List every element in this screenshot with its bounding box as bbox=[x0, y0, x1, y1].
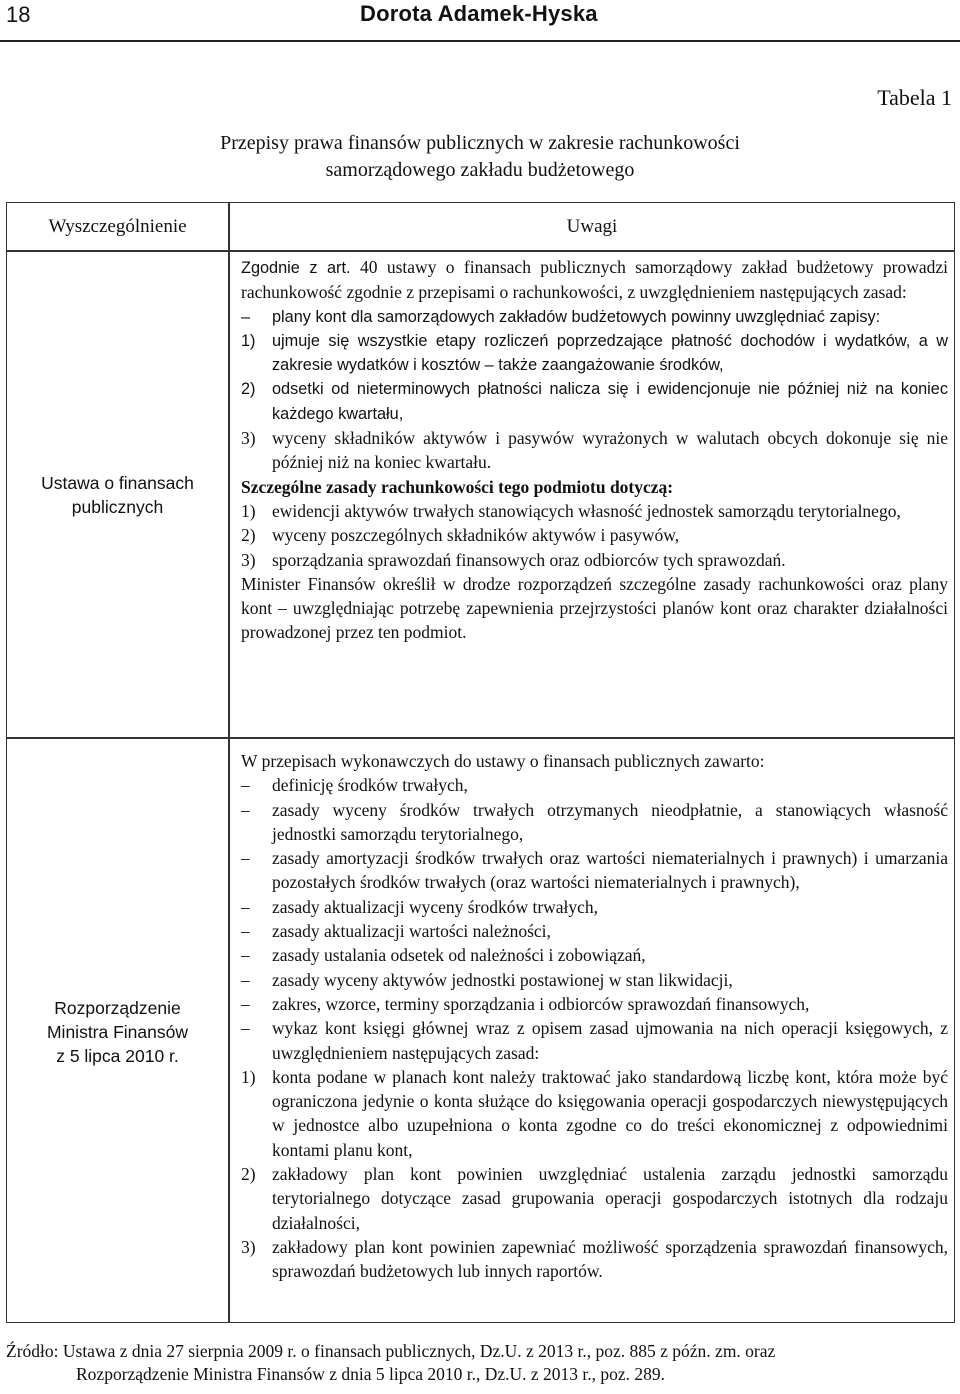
regulation-dash-item bbox=[241, 798, 948, 847]
special-item-1 bbox=[241, 499, 948, 523]
special-item-2 bbox=[241, 523, 948, 547]
row-label-regulation-text bbox=[47, 996, 188, 1068]
dash-marker: – bbox=[241, 969, 250, 990]
dash-text: definicję środków trwałych, bbox=[272, 775, 468, 796]
regulation-label-line2: Ministra Finansów bbox=[46, 1022, 189, 1042]
dash-text: zasady amortyzacji środków trwałych oraz wartości niematerialnych i prawnych) i umarzania pozostałych środków trwałych (oraz wartości niematerialnych i prawnych), bbox=[272, 848, 948, 893]
regulation-dash-item bbox=[241, 919, 948, 943]
item-text: zakładowy plan kont powinien zapewniać możliwość sporządzenia sprawozdań finansowych, sprawozdań budżetowych lub innych raportów. bbox=[272, 1236, 948, 1282]
regulation-dash-item bbox=[241, 943, 948, 967]
dash-text: zasady ustalania odsetek od należności i zobowiązań, bbox=[272, 945, 646, 966]
act-intro-b: 40 ustawy o finansach publicznych samorządowy zakład budżetowy prowadzi rachunkowość zgodnie z przepisami o rachunkowości, z uwzględnieniem następujących zasad: bbox=[241, 257, 948, 303]
act-intro-a: Zgodnie z art. bbox=[241, 259, 361, 277]
source-line1: Źródło: Ustawa z dnia 27 sierpnia 2009 r. o finansach publicznych, Dz.U. z 2013 r., poz. 885 z późn. zm. oraz bbox=[6, 1341, 776, 1361]
special-item-3 bbox=[241, 548, 948, 572]
item-text: ewidencji aktywów trwałych stanowiących własność jednostek samorządu terytorialnego, bbox=[272, 500, 901, 521]
regulation-item-2 bbox=[241, 1162, 948, 1235]
header-rule bbox=[0, 40, 960, 42]
item-text: odsetki od nieterminowych płatności nalicza się i ewidencjonuje nie później niż na koniec każdego kwartału, bbox=[272, 380, 948, 423]
regulation-label-line1: Rozporządzenie bbox=[54, 998, 181, 1018]
row-label-act bbox=[6, 251, 229, 738]
running-header bbox=[0, 0, 960, 42]
regulation-label-line3: z 5 lipca 2010 r. bbox=[56, 1046, 179, 1066]
regulation-dash-item bbox=[241, 773, 948, 797]
source-line2: Rozporządzenie Ministra Finansów z dnia 5 lipca 2010 r., Dz.U. z 2013 r., poz. 289. bbox=[76, 1364, 666, 1384]
dash-marker: – bbox=[241, 896, 250, 917]
act-dash-item bbox=[241, 305, 948, 329]
dash-marker: – bbox=[241, 945, 250, 966]
dash-marker: – bbox=[241, 1018, 250, 1039]
act-intro bbox=[241, 255, 948, 305]
row-remarks-regulation bbox=[229, 738, 955, 1323]
item-text: wyceny składników aktywów i pasywów wyrażonych w walutach obcych dokonuje się nie później niż na koniec kwartału. bbox=[272, 428, 948, 473]
source-note bbox=[6, 1340, 956, 1386]
item-text: wyceny poszczególnych składników aktywów i pasywów, bbox=[272, 525, 680, 546]
column-header-specification: Wyszczególnienie bbox=[6, 202, 229, 251]
table-title bbox=[0, 130, 960, 184]
act-closing: Minister Finansów określił w drodze rozporządzeń szczególne zasady rachunkowości oraz plany kont – uwzględniając potrzebę zapewnienia przejrzystości planów kont oraz charakter działalności prowadzonej przez ten podmiot. bbox=[241, 573, 948, 643]
author-name: Dorota Adamek-Hyska bbox=[360, 1, 598, 26]
item-number: 3) bbox=[241, 1236, 256, 1257]
item-number: 2) bbox=[241, 525, 256, 546]
dash-marker: – bbox=[241, 848, 250, 869]
item-text: sporządzania sprawozdań finansowych oraz odbiorców tych sprawozdań. bbox=[272, 549, 786, 570]
dash-text: zasady aktualizacji wyceny środków trwałych, bbox=[272, 896, 599, 917]
item-text: konta podane w planach kont należy traktować jako standardową liczbę kont, która może być ograniczona jedynie o konta służące do księgowania operacji gospodarczych niewystępujących w jednostce albo uzupełniona o konta zgodne co do treści ekonomicznej z odpowiednimi kontami planu kont, bbox=[272, 1066, 948, 1160]
table-title-line2: samorządowego zakładu budżetowego bbox=[325, 159, 635, 181]
dash-text: zasady wyceny środków trwałych otrzymanych nieodpłatnie, a stanowiących własność jednostki samorządu terytorialnego, bbox=[272, 799, 948, 844]
regulation-dash-item bbox=[241, 968, 948, 992]
dash-text: zakres, wzorce, terminy sporządzania i odbiorców sprawozdań finansowych, bbox=[272, 993, 810, 1014]
table-label: Tabela 1 bbox=[877, 85, 952, 110]
special-rules-heading: Szczególne zasady rachunkowości tego podmiotu dotyczą: bbox=[241, 476, 674, 497]
regulation-item-3 bbox=[241, 1235, 948, 1284]
column-header-remarks: Uwagi bbox=[229, 202, 955, 251]
act-item-2 bbox=[241, 377, 948, 426]
item-number: 1) bbox=[241, 500, 256, 521]
page-number: 18 bbox=[6, 2, 31, 27]
regulation-item-1 bbox=[241, 1065, 948, 1162]
regulation-dash-item bbox=[241, 895, 948, 919]
act-dash-text: plany kont dla samorządowych zakładów budżetowych powinny uwzględniać zapisy: bbox=[272, 307, 881, 326]
regulation-dash-item bbox=[241, 846, 948, 895]
table-title-line1: Przepisy prawa finansów publicznych w zakresie rachunkowości bbox=[220, 132, 740, 154]
dash-marker: – bbox=[241, 993, 250, 1014]
item-number: 3) bbox=[241, 428, 256, 449]
act-item-3 bbox=[241, 426, 948, 475]
dash-marker: – bbox=[241, 799, 250, 820]
item-number: 3) bbox=[241, 549, 256, 570]
row-label-regulation bbox=[6, 738, 229, 1323]
item-number: 2) bbox=[241, 1164, 256, 1185]
regulation-dash-item bbox=[241, 1016, 948, 1065]
act-item-1 bbox=[241, 329, 948, 378]
item-number: 1) bbox=[241, 331, 256, 350]
row-label-act-text: Ustawa o finansach publicznych bbox=[41, 472, 194, 517]
dash-marker: – bbox=[241, 921, 250, 942]
row-remarks-act bbox=[229, 251, 955, 738]
dash-text: wykaz kont księgi głównej wraz z opisem zasad ujmowania na nich operacji księgowych, z uwzględnieniem następujących zasad: bbox=[272, 1018, 948, 1063]
item-text: zakładowy plan kont powinien uwzględniać ustalenia zarządu jednostki samorządu terytorialnego dotyczące zasad grupowania operacji gospodarczych istotnych dla rodzaju działalności, bbox=[272, 1164, 948, 1233]
dash-text: zasady wyceny aktywów jednostki postawionej w stan likwidacji, bbox=[272, 969, 733, 990]
dash-marker: – bbox=[241, 307, 251, 326]
item-number: 2) bbox=[241, 380, 256, 399]
dash-marker: – bbox=[241, 775, 250, 796]
regulation-intro: W przepisach wykonawczych do ustawy o finansach publicznych zawarto: bbox=[241, 751, 765, 771]
dash-text: zasady aktualizacji wartości należności, bbox=[272, 921, 551, 942]
item-number: 1) bbox=[241, 1066, 256, 1087]
regulation-dash-item bbox=[241, 992, 948, 1016]
item-text: ujmuje się wszystkie etapy rozliczeń poprzedzające płatność dochodów i wydatków, a w zakresie wydatków i kosztów – także zaangażowanie środków, bbox=[272, 331, 948, 375]
